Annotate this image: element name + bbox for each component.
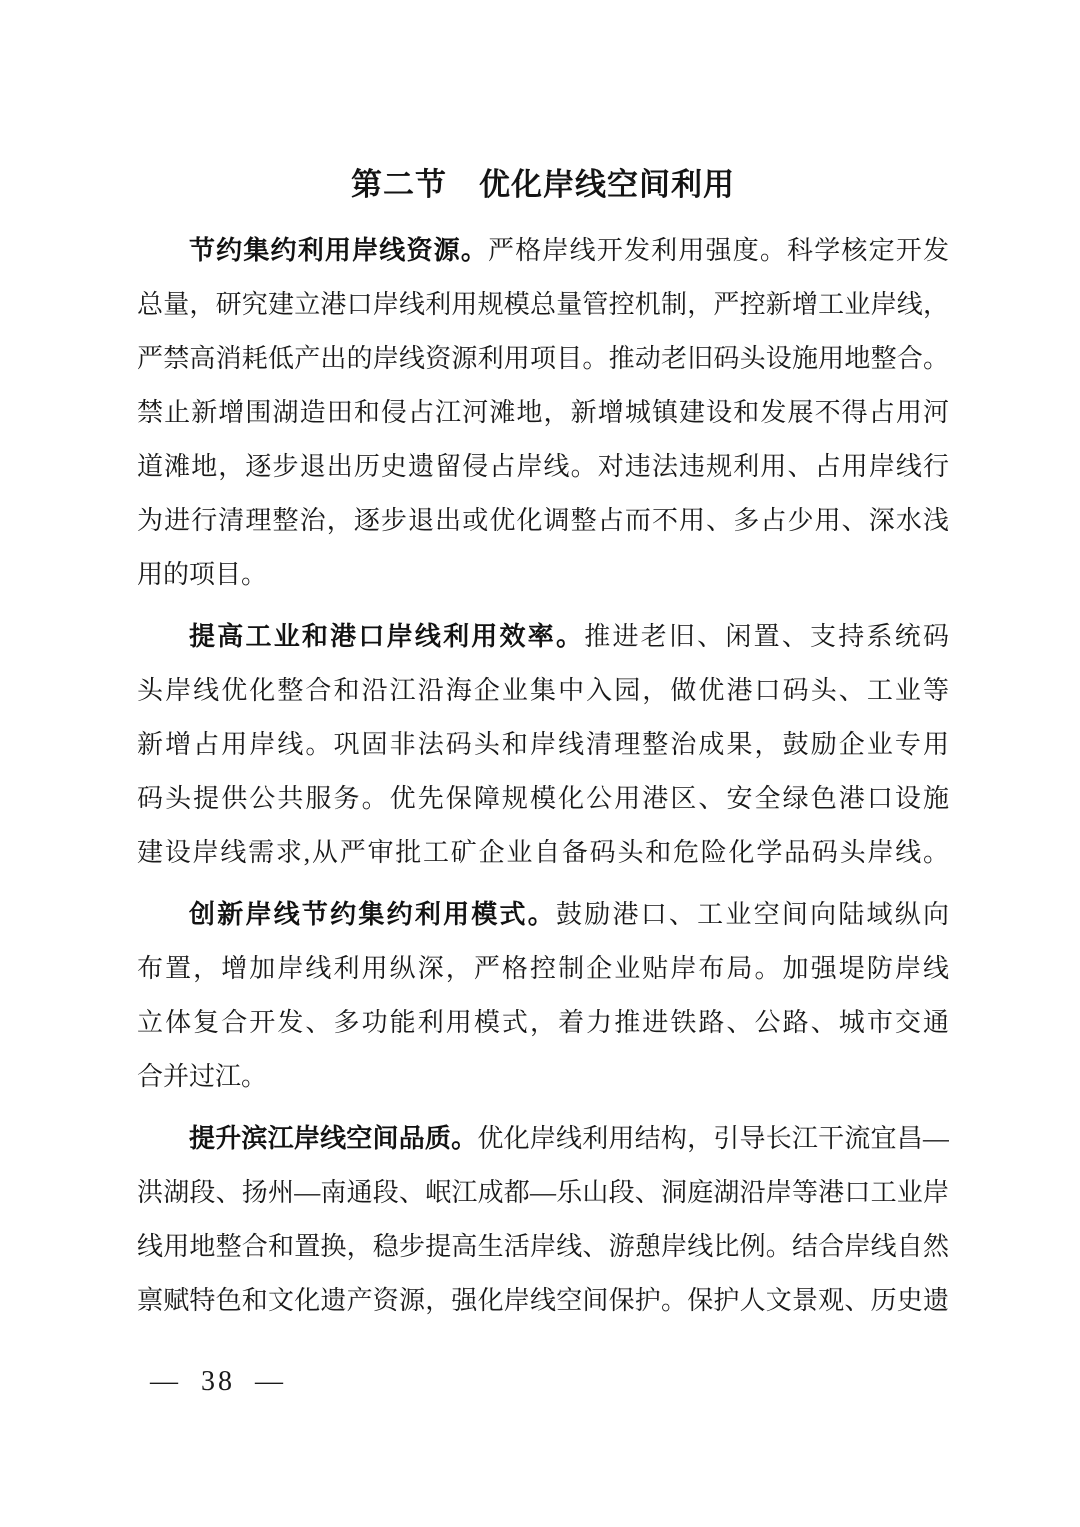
text-run: 优化岸线利用结构，引导长江干流宜昌—	[477, 1124, 949, 1153]
text-line: 禁止新增围湖造田和侵占江河滩地，新增城镇建设和发展不得占用河	[137, 398, 949, 427]
section-title: 第二节 优化岸线空间利用	[351, 167, 735, 202]
text-line: 洪湖段、扬州—南通段、岷江成都—乐山段、洞庭湖沿岸等港口工业岸	[137, 1178, 949, 1207]
text-line	[137, 224, 949, 278]
text-run: 鼓励港口、工业空间向陆域纵向	[556, 900, 949, 929]
paragraph-lead: 提高工业和港口岸线利用效率。	[189, 622, 585, 651]
text-line: 道滩地，逐步退出历史遗留侵占岸线。对违法违规利用、占用岸线行	[137, 452, 949, 481]
paragraph-1	[137, 224, 949, 602]
text-line: 线用地整合和置换，稳步提高生活岸线、游憩岸线比例。结合岸线自然	[137, 1232, 949, 1261]
text-line: 为进行清理整治，逐步退出或优化调整占而不用、多占少用、深水浅	[137, 506, 949, 535]
text-run: 严格岸线开发利用强度。科学核定开发	[488, 236, 949, 265]
text-line: 新增占用岸线。巩固非法码头和岸线清理整治成果，鼓励企业专用	[137, 730, 949, 759]
text-line: 严禁高消耗低产出的岸线资源利用项目。推动老旧码头设施用地整合。	[137, 344, 949, 373]
text-line: 禀赋特色和文化遗产资源，强化岸线空间保护。保护人文景观、历史遗	[137, 1286, 949, 1315]
text-line: 用的项目。	[137, 560, 268, 589]
paragraph-2	[137, 610, 949, 880]
paragraph-lead: 提升滨江岸线空间品质。	[189, 1124, 478, 1153]
paragraph-3	[137, 888, 949, 1104]
text-line: 建设岸线需求,从严审批工矿企业自备码头和危险化学品码头岸线。	[137, 838, 949, 867]
document-body	[137, 224, 949, 1336]
paragraph-lead: 节约集约利用岸线资源。	[189, 236, 489, 265]
text-line	[137, 1112, 949, 1166]
paragraph-lead: 创新岸线节约集约利用模式。	[189, 900, 556, 929]
text-line: 码头提供公共服务。优先保障规模化公用港区、安全绿色港口设施	[137, 784, 949, 813]
text-line: 立体复合开发、多功能利用模式，着力推进铁路、公路、城市交通	[137, 1008, 949, 1037]
paragraph-4	[137, 1112, 949, 1328]
text-line: 总量，研究建立港口岸线利用规模总量管控机制，严控新增工业岸线，	[137, 290, 949, 319]
text-line: 合并过江。	[137, 1062, 268, 1091]
text-run: 推进老旧、闲置、支持系统码	[584, 622, 949, 651]
page-number: — 38 —	[150, 1366, 286, 1397]
text-line: 头岸线优化整合和沿江沿海企业集中入园，做优港口码头、工业等	[137, 676, 949, 705]
text-line	[137, 610, 949, 664]
text-line: 布置，增加岸线利用纵深，严格控制企业贴岸布局。加强堤防岸线	[137, 954, 949, 983]
text-line	[137, 888, 949, 942]
